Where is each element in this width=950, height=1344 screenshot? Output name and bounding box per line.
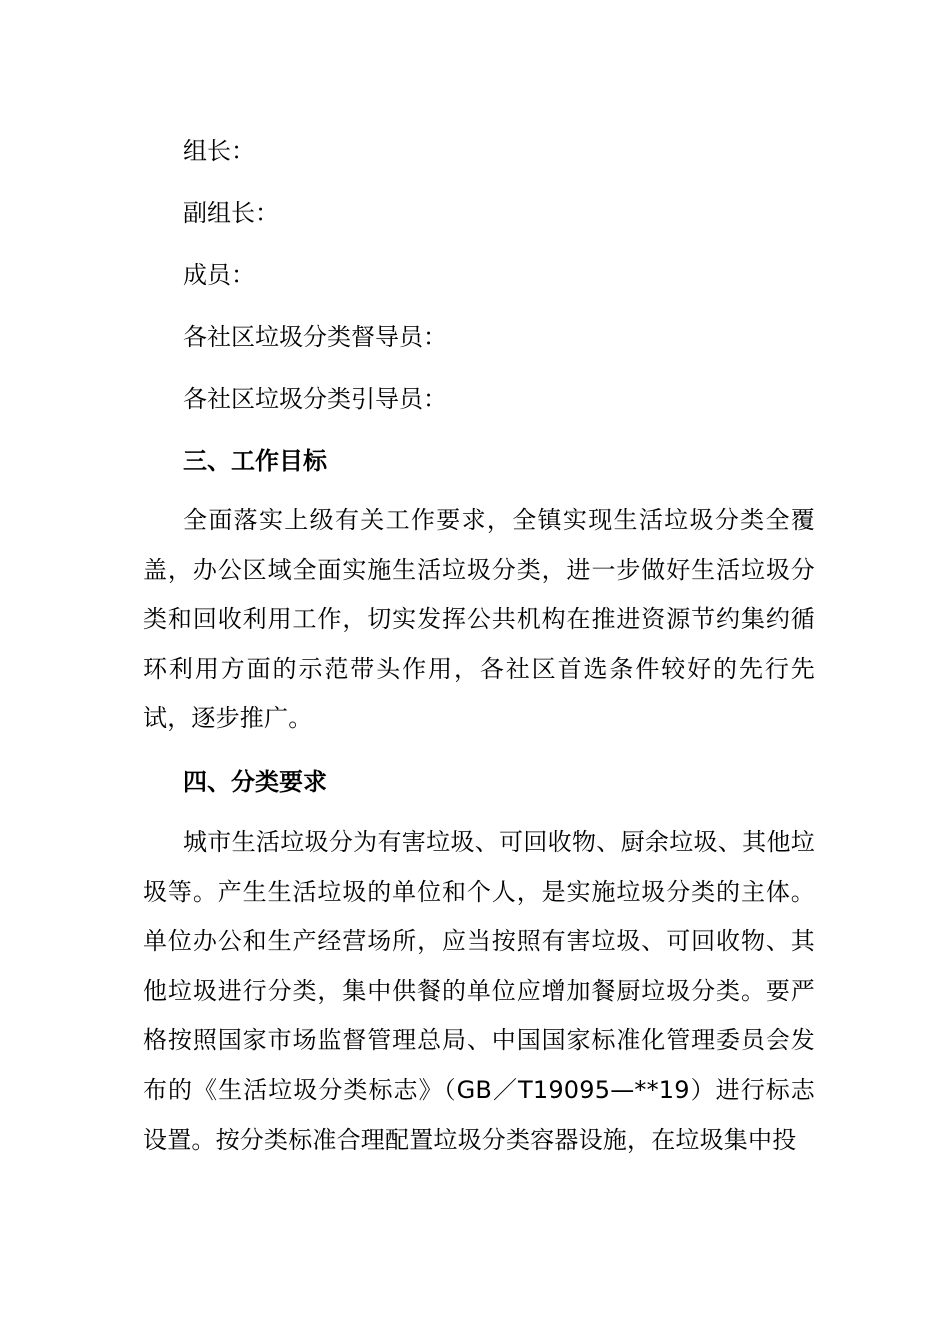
roster-members: 成员： (183, 261, 255, 289)
paragraph-work-goals: 全面落实上级有关工作要求，全镇实现生活垃圾分类全覆盖，办公区域全面实施生活垃圾分类，进一步做好生活垃圾分类和回收利用工作，切实发挥公共机构在推进资源节约集约循环利用方面的示范带头作用，各社区首选条件较好的先行先试，逐步推广。 (143, 506, 815, 733)
roster-guides: 各社区垃圾分类引导员： (183, 385, 447, 413)
roster-supervisors: 各社区垃圾分类督导员： (183, 323, 447, 351)
roster-leader: 组长： (183, 137, 255, 165)
section-heading-classification-requirements: 四、分类要求 (183, 768, 327, 796)
paragraph-classification-requirements: 城市生活垃圾分为有害垃圾、可回收物、厨余垃圾、其他垃圾等。产生生活垃圾的单位和个人，是实施垃圾分类的主体。单位办公和生产经营场所，应当按照有害垃圾、可回收物、其他垃圾进行分类，集中供餐的单位应增加餐厨垃圾分类。要严格按照国家市场监督管理总局、中国国家标准化管理委员会发布的《生活垃圾分类标志》（GB／T19095—**19）进行标志设置。按分类标准合理配置垃圾分类容器设施，在垃圾集中投 (143, 828, 815, 1154)
section-heading-work-goals: 三、工作目标 (183, 447, 327, 475)
roster-deputy-leader: 副组长： (183, 199, 279, 227)
